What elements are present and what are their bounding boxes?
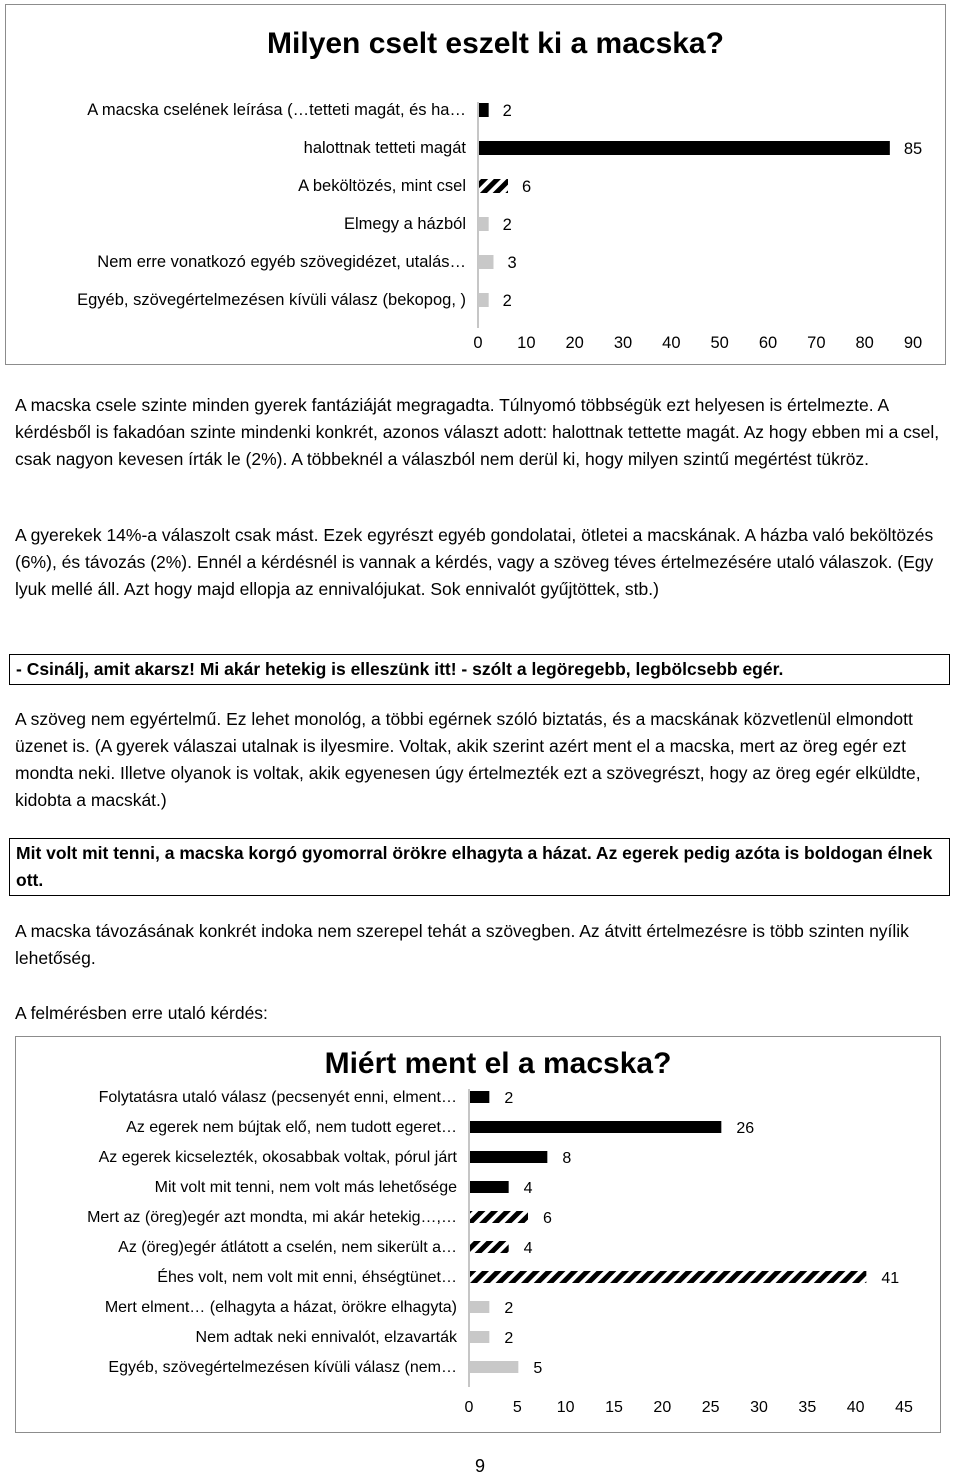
chart-title: Miért ment el a macska? <box>324 1047 672 1080</box>
tick-label: 15 <box>605 1399 623 1416</box>
chart-cat-trick <box>5 4 946 365</box>
tick-label: 40 <box>662 334 681 352</box>
quote-box-2: Mit volt mit tenni, a macska korgó gyomorral örökre elhagyta a házat. Az egerek pedig azóta is boldogan élnek ott. <box>9 838 950 896</box>
paragraph-4: A macska távozásának konkrét indoka nem szerepel tehát a szövegben. Az átvitt értelmezésre is több szinten nyílik lehetőség. <box>15 921 909 968</box>
bar <box>470 1301 489 1313</box>
data-label: 85 <box>903 140 923 158</box>
bar <box>479 255 494 269</box>
category-label: Mert az (öreg)egér azt mondta, mi akár hetekig…,… <box>87 1209 457 1226</box>
data-label: 3 <box>507 254 517 272</box>
bar <box>470 1211 528 1223</box>
data-label: 2 <box>504 1090 514 1107</box>
data-label: 26 <box>736 1120 755 1137</box>
category-label: Folytatásra utaló válasz (pecsenyét enni, elment… <box>98 1089 457 1106</box>
tick-label: 30 <box>613 334 633 352</box>
data-label: 6 <box>522 178 532 196</box>
tick-label: 45 <box>895 1399 913 1416</box>
bar <box>470 1361 518 1373</box>
page-number: 9 <box>474 1456 485 1476</box>
bar <box>479 217 489 231</box>
tick-label: 70 <box>807 334 826 352</box>
category-label: Az egerek kicselezték, okosabbak voltak, pórul járt <box>98 1149 457 1166</box>
data-label: 2 <box>502 216 512 234</box>
category-label: A macska cselének leírása (…tetteti magát, és ha… <box>87 101 466 119</box>
paragraph-3: A szöveg nem egyértelmű. Ez lehet monológ, a többi egérnek szóló biztatás, és a macskának közvetlenül elmondott üzenet is. (A gyerek válaszai utalnak is ilyesmire. Voltak, akik szerint azért ment el a macska, mert az öreg egér ezt mondta neki. Illetve olyanok is voltak, akik egyenesen úgy értelmezték ezt a szövegrészt, hogy az öreg egér elküldte, kidobta a macskát.) <box>15 709 921 810</box>
category-label: Nem adtak neki ennivalót, elzavarták <box>195 1329 457 1346</box>
data-label: 2 <box>502 102 512 120</box>
quote-box-1: - Csinálj, amit akarsz! Mi akár hetekig is elleszünk itt! - szólt a legöregebb, legbölcsebb egér. <box>9 654 950 685</box>
tick-label: 20 <box>653 1399 672 1416</box>
data-label: 2 <box>502 292 512 310</box>
tick-label: 5 <box>512 1399 522 1416</box>
data-label: 8 <box>562 1150 572 1167</box>
chart-title: Milyen cselt eszelt ki a macska? <box>267 27 724 60</box>
tick-label: 25 <box>701 1399 720 1416</box>
data-label: 2 <box>504 1300 514 1317</box>
bar <box>470 1091 489 1103</box>
category-label: halottnak tetteti magát <box>303 139 466 157</box>
tick-label: 60 <box>758 334 778 352</box>
category-label: Mert elment… (elhagyta a házat, örökre elhagyta) <box>104 1299 457 1316</box>
bar <box>479 179 508 193</box>
paragraph-1: A macska csele szinte minden gyerek fantáziáját megragadta. Túlnyomó többségük ezt helyesen is értelmezte. A kérdésből is fakadóan szinte mindenki konkrét, azonos választ adott: halottnak tettette magát. Az hogy ebben mi a csel, csak nagyon kevesen írták le (2%). A többeknél a válaszból nem derül ki, hogy milyen szintű megértést tükröz. <box>15 395 940 469</box>
bar <box>479 103 489 117</box>
chart-plot <box>16 1037 940 1432</box>
tick-label: 80 <box>855 334 874 352</box>
bar <box>470 1151 547 1163</box>
data-label: 4 <box>523 1180 533 1197</box>
tick-label: 20 <box>565 334 584 352</box>
category-label: Az egerek nem bújtak elő, nem tudott egeret… <box>126 1119 457 1136</box>
tick-label: 50 <box>710 334 729 352</box>
tick-label: 10 <box>556 1399 575 1416</box>
chart-why-left <box>15 1036 941 1433</box>
chart-plot <box>6 5 945 364</box>
category-label: A beköltözés, mint csel <box>298 177 466 195</box>
data-label: 4 <box>523 1240 533 1257</box>
bar <box>479 141 890 155</box>
bar <box>470 1271 866 1283</box>
category-label: Mit volt mit tenni, nem volt más lehetősége <box>154 1179 457 1196</box>
tick-label: 0 <box>473 334 483 352</box>
bar <box>479 293 489 307</box>
paragraph-2: A gyerekek 14%-a válaszolt csak mást. Ezek egyrészt egyéb gondolatai, ötletei a macskának. A házba való beköltözés (6%), és távozás (2%). Ennél a kérdésnél is vannak a kérdés, vagy a szöveg téves értelmezésére utaló válaszok. (Egy lyuk mellé áll. Azt hogy majd ellopja az ennivalójukat. Sok ennivalót gyűjtöttek, stb.) <box>15 525 934 599</box>
data-label: 2 <box>504 1330 514 1347</box>
category-label: Nem erre vonatkozó egyéb szövegidézet, utalás… <box>97 253 466 271</box>
category-label: Az (öreg)egér átlátott a cselén, nem sikerült a… <box>118 1239 457 1256</box>
paragraph-5: A felmérésben erre utaló kérdés: <box>15 1003 268 1023</box>
data-label: 41 <box>881 1270 900 1287</box>
category-label: Éhes volt, nem volt mit enni, éhségtünet… <box>157 1269 457 1286</box>
tick-label: 90 <box>903 334 923 352</box>
tick-label: 30 <box>750 1399 768 1416</box>
bar <box>470 1241 509 1253</box>
category-label: Elmegy a házból <box>344 215 466 233</box>
tick-label: 10 <box>517 334 536 352</box>
bar <box>470 1181 509 1193</box>
category-label: Egyéb, szövegértelmezésen kívüli válasz (bekopog, ) <box>77 291 466 309</box>
tick-label: 35 <box>798 1399 817 1416</box>
data-label: 5 <box>533 1360 543 1377</box>
data-label: 6 <box>543 1210 552 1227</box>
bar <box>470 1121 721 1133</box>
bar <box>470 1331 489 1343</box>
tick-label: 0 <box>464 1399 474 1416</box>
tick-label: 40 <box>846 1399 865 1416</box>
category-label: Egyéb, szövegértelmezésen kívüli válasz (nem… <box>108 1359 457 1376</box>
